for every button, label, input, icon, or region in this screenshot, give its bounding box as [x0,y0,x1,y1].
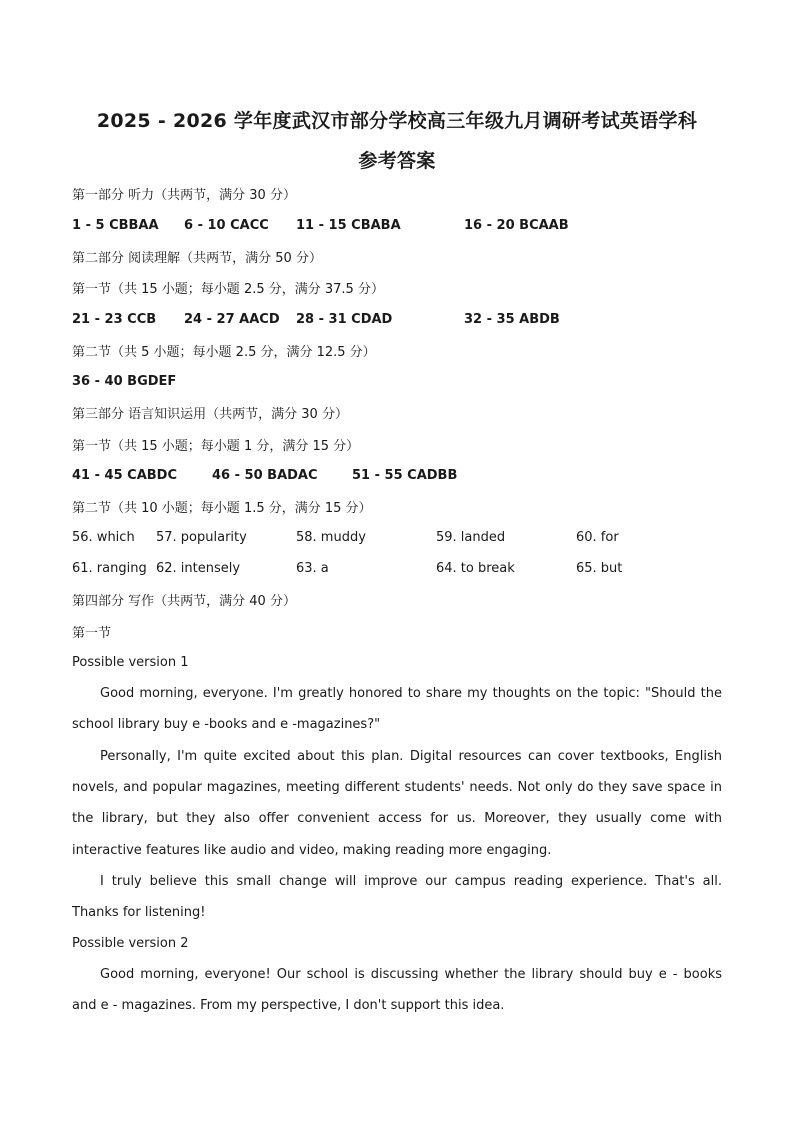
part2-section1-heading: 第一节（共 15 小题；每小题 2.5 分，满分 37.5 分） [72,282,384,297]
essay-paragraph: I truly believe this small change will improve our campus reading experience. That's all. Thanks for listening! [72,874,722,921]
part2-section2-heading: 第二节（共 5 小题；每小题 2.5 分，满分 12.5 分） [72,345,376,360]
fill-answer: 65. but [576,561,623,576]
document-title: 2025 - 2026 学年度武汉市部分学校高三年级九月调研考试英语学科 [96,110,698,132]
essay-paragraph: Good morning, everyone. I'm greatly honored to share my thoughts on the topic: "Should the school library buy e -books and e -magazines?" [72,686,722,733]
fill-answer: 58. muddy [296,530,366,545]
part3-heading: 第三部分 语言知识运用（共两节，满分 30 分） [72,407,348,422]
answer-group: 28 - 31 CDAD [296,312,393,327]
fill-answer: 56. which [72,530,135,545]
answer-group: 6 - 10 CACC [184,218,269,233]
version2-label: Possible version 2 [72,936,189,951]
part2-heading: 第二部分 阅读理解（共两节，满分 50 分） [72,251,322,266]
answer-group: 24 - 27 AACD [184,312,280,327]
fill-answer: 59. landed [436,530,506,545]
answer-group: 16 - 20 BCAAB [464,218,569,233]
part3-section2-heading: 第二节（共 10 小题；每小题 1.5 分，满分 15 分） [72,501,372,516]
answer-group: 1 - 5 CBBAA [72,218,159,233]
fill-answer: 61. ranging [72,561,147,576]
part1-heading: 第一部分 听力（共两节，满分 30 分） [72,188,296,203]
part4-section1-heading: 第一节 [72,626,112,641]
answer-group: 32 - 35 ABDB [464,312,560,327]
answer-group: 51 - 55 CADBB [352,468,458,483]
part3-section1-heading: 第一节（共 15 小题；每小题 1 分，满分 15 分） [72,439,360,454]
answer-group: 46 - 50 BADAC [212,468,318,483]
answer-group: 11 - 15 CBABA [296,218,401,233]
answer-group: 41 - 45 CABDC [72,468,177,483]
answer-group: 36 - 40 BGDEF [72,374,177,389]
essay-paragraph: Personally, I'm quite excited about this plan. Digital resources can cover textbooks, English novels, and popular magazines, meeting different students' needs. Not only do they save space in the library, but they also offer convenient access for us. Moreover, they usually come with interactive features like audio and video, making reading more engaging. [72,749,722,858]
essay-paragraph: Good morning, everyone! Our school is discussing whether the library should buy e - books and e - magazines. From my perspective, I don't support this idea. [72,967,722,1014]
version1-label: Possible version 1 [72,655,189,670]
fill-answer: 62. intensely [156,561,241,576]
answer-group: 21 - 23 CCB [72,312,157,327]
fill-answer: 63. a [296,561,329,576]
part4-heading: 第四部分 写作（共两节，满分 40 分） [72,594,296,609]
document-subtitle: 参考答案 [358,150,436,172]
fill-answer: 64. to break [436,561,515,576]
fill-answer: 57. popularity [156,530,247,545]
fill-answer: 60. for [576,530,619,545]
